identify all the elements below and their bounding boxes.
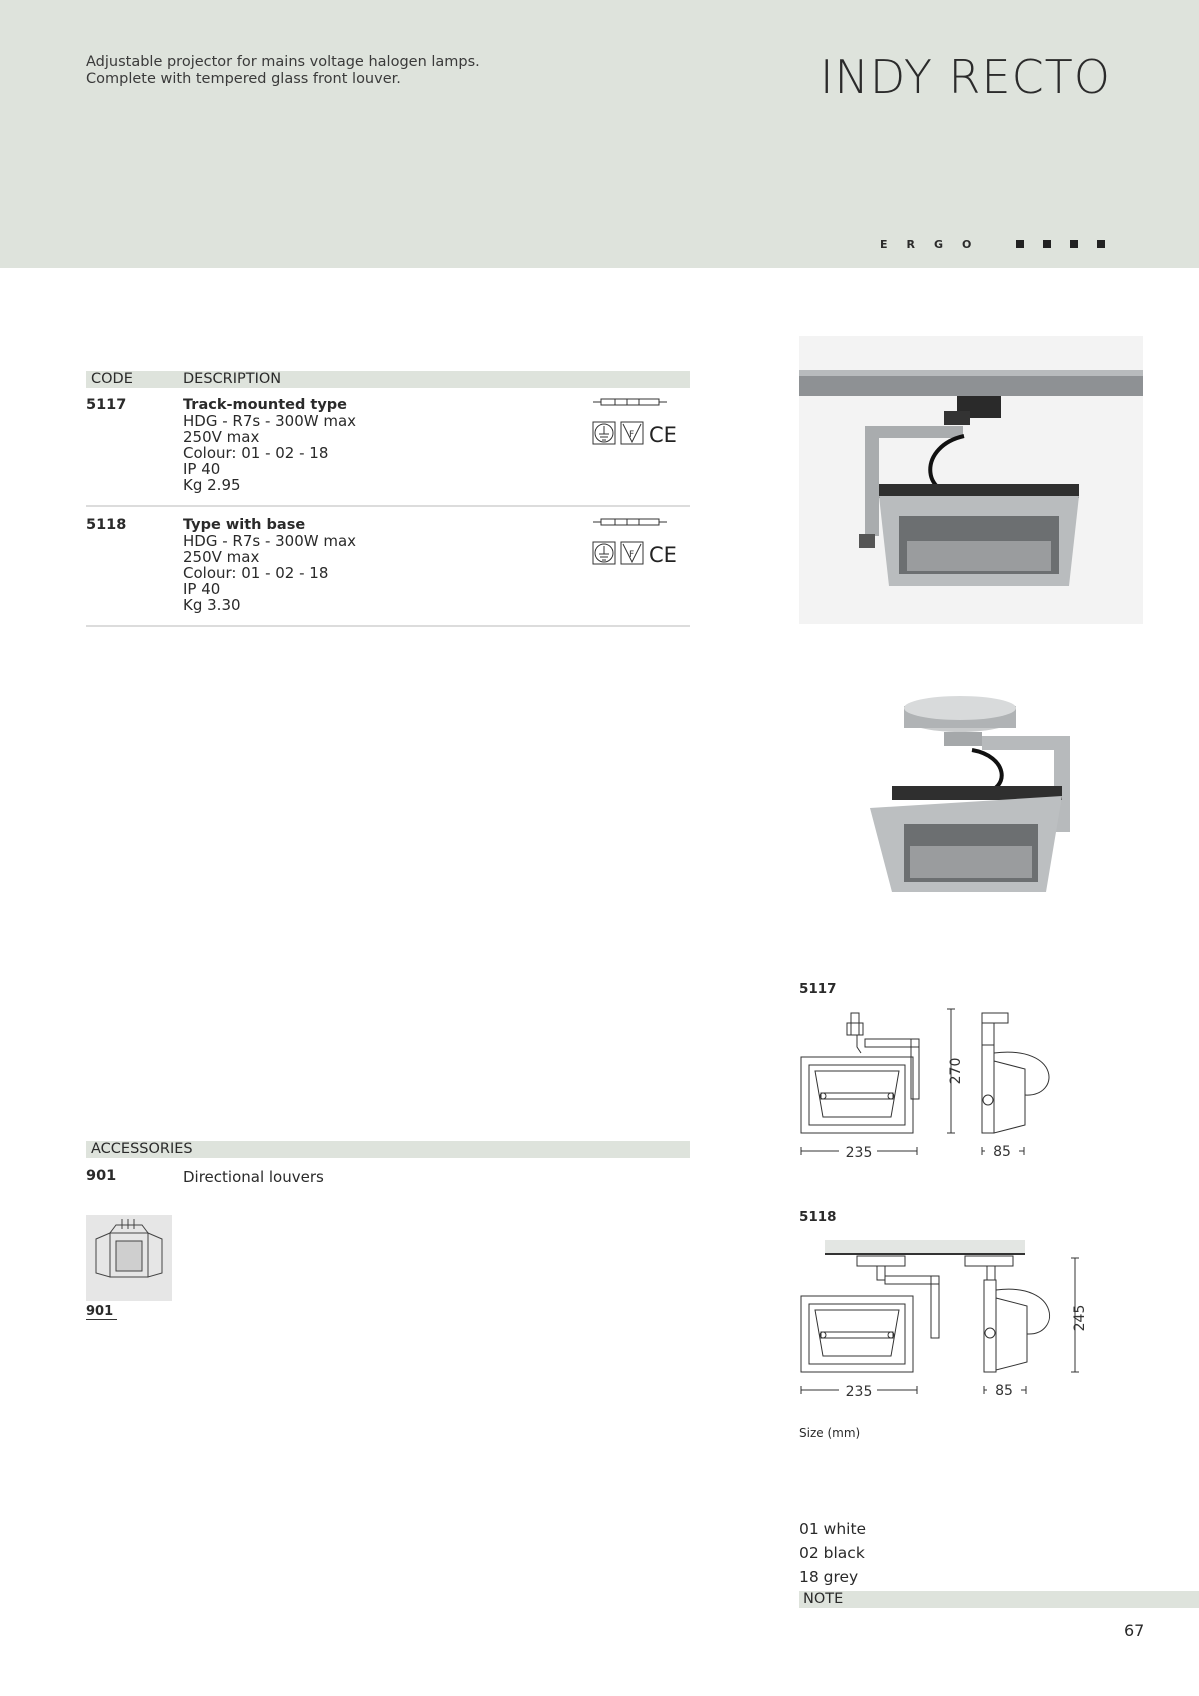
row-description — [183, 397, 356, 493]
row-line: Colour: 01 - 02 - 18 — [183, 444, 329, 462]
table-row — [86, 397, 690, 507]
accessories-heading: ACCESSORIES — [91, 1141, 193, 1157]
brand-square — [1043, 240, 1051, 248]
f-mark-text: F — [629, 550, 635, 560]
halogen-lamp-icon — [593, 399, 667, 405]
certification-symbols — [591, 517, 681, 567]
column-code: CODE — [91, 371, 133, 387]
brand-square — [1070, 240, 1078, 248]
intro-line-1: Adjustable projector for mains voltage halogen lamps. — [86, 54, 480, 70]
ce-mark-icon: CE — [649, 423, 677, 447]
product-photo-base — [862, 696, 1076, 896]
header-band — [0, 0, 1199, 268]
dimension-drawing-5118 — [799, 1240, 1089, 1410]
depth-value: 85 — [993, 1144, 1011, 1160]
size-unit-label: Size (mm) — [799, 1426, 861, 1440]
drawing-label-5117: 5117 — [799, 981, 837, 997]
colour-grey: 18 grey — [799, 1568, 859, 1586]
row-code: 5117 — [86, 397, 127, 413]
brand-squares — [1016, 240, 1105, 248]
product-intro — [86, 54, 480, 88]
row-title: Type with base — [183, 517, 306, 533]
height-value: 270 — [948, 1057, 964, 1085]
brand-square — [1016, 240, 1024, 248]
row-line: 250V max — [183, 428, 260, 446]
accessory-code: 901 — [86, 1168, 117, 1184]
brand-name: ERGO — [880, 238, 991, 251]
table-row — [86, 517, 690, 627]
row-divider — [86, 625, 690, 627]
accessory-thumb-label: 901 — [86, 1304, 117, 1320]
halogen-lamp-icon — [593, 519, 667, 525]
f-mark-text: F — [629, 430, 635, 440]
row-code: 5118 — [86, 517, 127, 533]
drawing-label-5118: 5118 — [799, 1209, 837, 1225]
page-number: 67 — [1124, 1621, 1145, 1640]
accessory-thumbnail — [86, 1215, 172, 1301]
row-line: Kg 2.95 — [183, 476, 241, 494]
ce-mark-icon: CE — [649, 543, 677, 567]
certification-symbols — [591, 397, 681, 447]
dimension-drawing-5117 — [799, 1005, 1059, 1173]
row-line: IP 40 — [183, 460, 221, 478]
row-line: 250V max — [183, 548, 260, 566]
class-1-earth-icon — [593, 542, 615, 564]
product-photo-track — [799, 336, 1143, 624]
row-title: Track-mounted type — [183, 397, 347, 413]
row-line: IP 40 — [183, 580, 221, 598]
intro-line-2: Complete with tempered glass front louver. — [86, 71, 401, 87]
table-header — [86, 371, 690, 388]
note-heading: NOTE — [803, 1591, 844, 1607]
f-mark-icon — [621, 542, 643, 564]
row-line: Kg 3.30 — [183, 596, 241, 614]
note-bar — [799, 1591, 1199, 1608]
colour-white: 01 white — [799, 1520, 867, 1538]
colour-legend — [799, 1517, 866, 1589]
column-description: DESCRIPTION — [183, 371, 282, 387]
row-divider — [86, 505, 690, 507]
colour-black: 02 black — [799, 1544, 865, 1562]
accessories-header — [86, 1141, 690, 1158]
depth-value: 85 — [995, 1383, 1013, 1399]
row-line: HDG - R7s - 300W max — [183, 532, 357, 550]
brand-square — [1097, 240, 1105, 248]
width-value: 235 — [845, 1384, 873, 1400]
row-line: Colour: 01 - 02 - 18 — [183, 564, 329, 582]
width-value: 235 — [845, 1145, 873, 1161]
row-line: HDG - R7s - 300W max — [183, 412, 357, 430]
row-description — [183, 517, 356, 613]
height-value: 245 — [1072, 1304, 1088, 1332]
accessory-description: Directional louvers — [183, 1168, 324, 1186]
f-mark-icon — [621, 422, 643, 444]
class-1-earth-icon — [593, 422, 615, 444]
product-title: INDY RECTO — [819, 50, 1111, 104]
